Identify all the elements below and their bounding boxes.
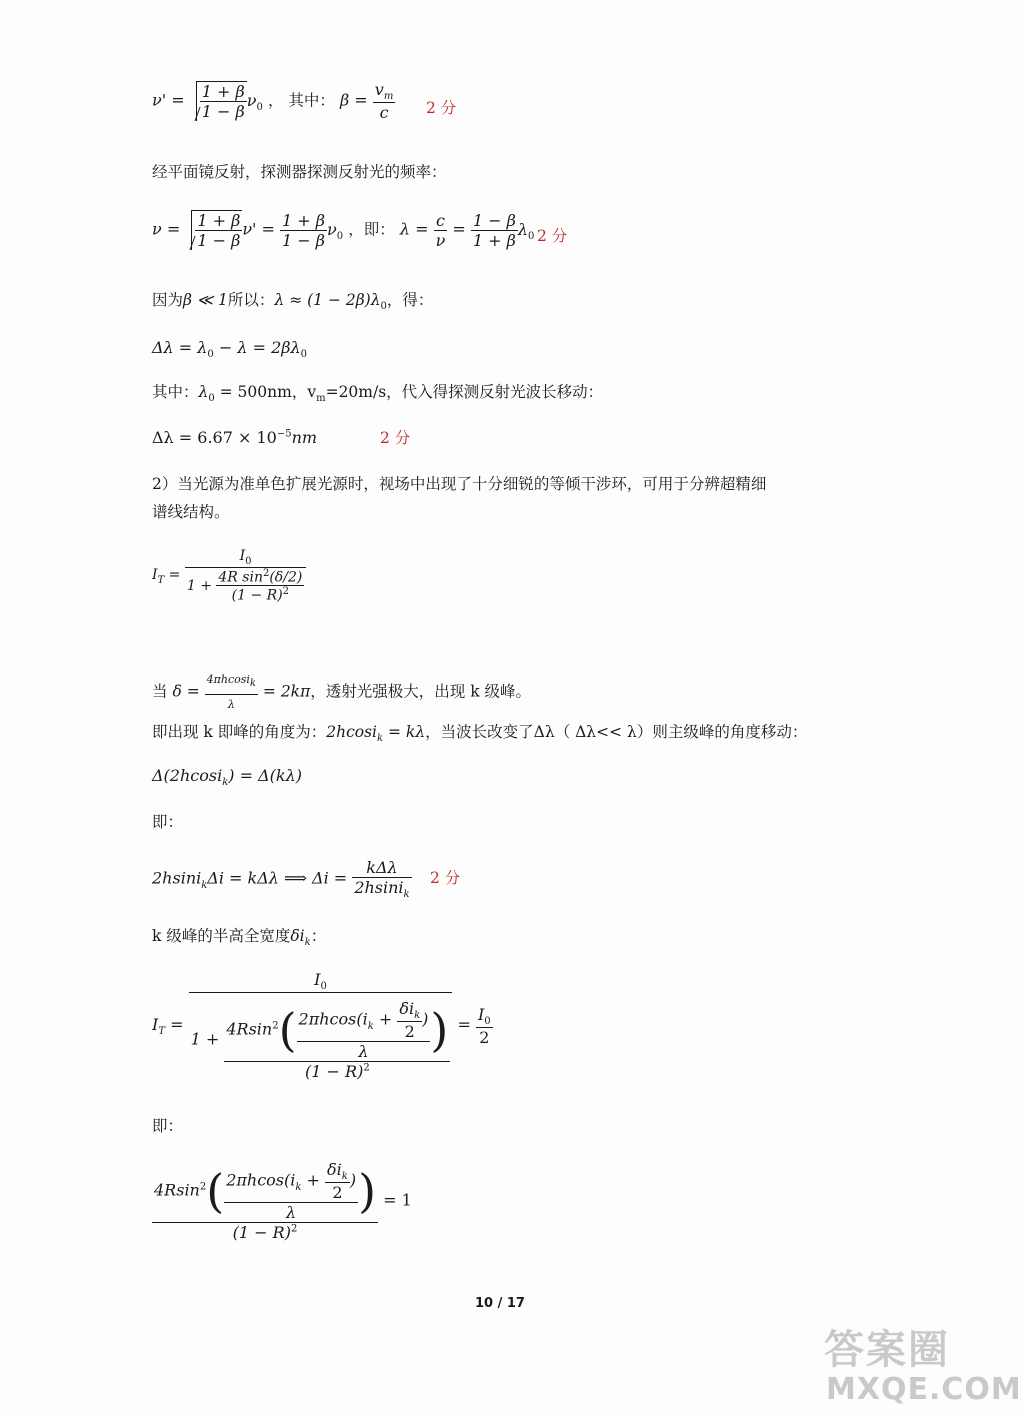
- equation-3: $\Delta\lambda = \lambda_0 - \lambda = 2\beta\lambda_0$: [152, 338, 308, 361]
- paragraph-peak-angle: 即出现 k 即峰的角度为：2hcosi$_k$ = kλ，当波长改变了Δλ（ Δλ<< λ）则主级峰的角度移动：: [152, 723, 808, 745]
- watermark-top-text: 答案圈: [824, 1327, 950, 1373]
- math: β ≪ 1: [183, 291, 228, 309]
- equation-final: 4Rsin$^2$( $2\pi hcos(i_k$ + $\frac{\delta i_k}{2}$ ) λ ) $(1 - R)^2$ = 1: [154, 1160, 412, 1243]
- text: 即出现 k 即峰的角度为：: [152, 723, 327, 741]
- page-number: 10 / 17: [475, 1296, 525, 1311]
- math: = kλ: [383, 723, 426, 741]
- score-label: 2 分: [380, 429, 411, 447]
- equation-1-note: ， 其中：: [267, 91, 335, 110]
- paragraph-ji: 即：: [152, 1117, 184, 1135]
- text: ，得：: [386, 291, 434, 309]
- text: ，透射光强极大，出现 k 级峰。: [310, 682, 532, 701]
- math: − λ = 2βλ: [213, 338, 301, 357]
- paragraph-part2-cont: 谱线结构。: [152, 503, 230, 521]
- equation-5: Δ(2hcosi$_k$) = Δ(kλ): [152, 766, 302, 789]
- math: λ: [198, 383, 209, 401]
- equation-2: ν = $\frac{1 + \beta}{1 - \beta}$ ν' = $\frac{1 + \beta}{1 - \beta}$ $\nu_0$ ，即： λ = $\frac{c}{\nu}$ = $\frac{1 - \beta}{1 + \beta}$ $\lambda_0$: [152, 210, 535, 250]
- math: = 2kπ: [262, 682, 311, 701]
- equation-4: [152, 428, 317, 447]
- math: 2hsini: [152, 868, 202, 888]
- paragraph-ji: 即：: [152, 813, 184, 831]
- text: = 500nm，v: [214, 383, 317, 401]
- equation-transmission: $I_T$ = $I_0$ 1 + $\frac{4R \sin^2(\delta/2)}{(1 - R)^2}$: [152, 548, 306, 604]
- math: −5: [276, 428, 292, 440]
- equation-1: ν' = $\frac{1 + \beta}{1 - \beta}$ $\nu_0$ ， 其中： β = $\frac{v_m}{c}$: [152, 80, 394, 123]
- math: Δλ = 6.67 × 10: [152, 428, 277, 447]
- math: Δ(2hcosi: [152, 766, 223, 785]
- math: δi: [290, 927, 305, 945]
- math: ) = Δ(kλ): [228, 766, 302, 785]
- text: 则主级峰的角度移动：: [652, 723, 808, 741]
- text: k 级峰的半高全宽度: [152, 927, 291, 945]
- text: =20m/s，代入得探测反射光波长移动：: [325, 383, 604, 401]
- text: 其中：: [152, 383, 199, 401]
- equation-6: 2hsini$_k$Δi = kΔλ ⟹ Δi = $\frac{\text{kΔλ}}{2hsini_k}$: [152, 858, 410, 901]
- text: 因为: [152, 291, 184, 309]
- paragraph-part2: 2）当光源为准单色扩展光源时，视场中出现了十分细锐的等倾干涉环，可用于分辨超精细: [152, 475, 767, 493]
- math: 2hcosi: [326, 723, 378, 741]
- math: nm: [291, 428, 318, 447]
- math: Δi = kΔλ ⟹ Δi =: [207, 868, 348, 888]
- paragraph-reflection: 经平面镜反射，探测器探测反射光的频率：: [152, 163, 447, 181]
- text: 所以：: [227, 291, 275, 309]
- paragraph-values: 其中：$\lambda_0 = 500nm$，$v_m=20m/s$，代入得探测反射光波长移动：: [152, 383, 604, 405]
- equation-half-max: $I_T$ = $I_0$ 1 + 4Rsin$^2$( $2\pi hcos(i_k$ + $\frac{\delta i_k}{2}$ ) λ ) $(1 - R)^2$ = $\frac{I_0}{2}$: [152, 970, 491, 1082]
- text: ，当波长改变了: [425, 723, 534, 741]
- paragraph-fwhm: k 级峰的半高全宽度$\delta i_k$：: [152, 927, 327, 949]
- watermark-bottom-text: MXQE.COM: [826, 1372, 1022, 1407]
- score-label: 2 分: [430, 869, 461, 887]
- watermark-logo: [820, 1318, 1022, 1410]
- score-label: 2 分: [426, 99, 457, 117]
- score-label: 2 分: [537, 227, 568, 245]
- math: Δλ = λ: [152, 338, 208, 357]
- math: Δλ（ Δλ<< λ）: [533, 723, 653, 741]
- math: λ ≈ (1 − 2β)λ: [274, 291, 381, 309]
- text: 当: [152, 682, 168, 701]
- paragraph-approx: 因为β ≪ 1所以：$\lambda \approx (1 - 2\beta)\lambda_0$，得：: [152, 291, 434, 313]
- paragraph-max-condition: 当 δ = $\frac{4\pi hcosi_k}{\lambda}$ = 2kπ，透射光强极大，出现 k 级峰。: [152, 670, 531, 715]
- equation-2-note: ，即：: [348, 220, 395, 239]
